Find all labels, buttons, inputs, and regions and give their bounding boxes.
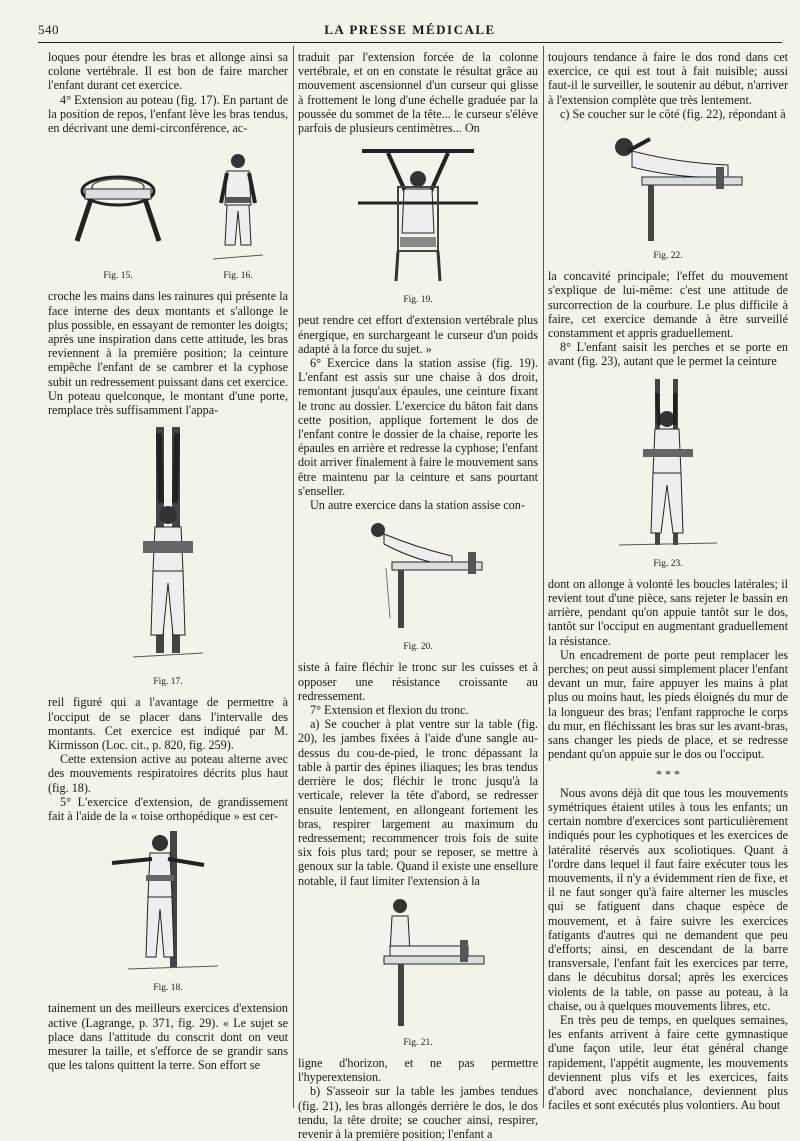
figure-20 — [298, 518, 538, 654]
paragraph: En très peu de temps, en quelques semaines, les enfants arrivent à faire cette gymnastique d'une façon utile, leur état général change rapidement, l'appétit augmente, les mouvements deviennent plus vifs et les exercices, faits d'abord avec nonchalance, deviennent plus faciles et sont exécutés plus volontiers. Au bout — [548, 1012, 788, 1113]
paragraph: siste à faire fléchir le tronc sur les cuisses et à opposer une résistance croissante au redressement. — [298, 660, 538, 703]
side-lying-exercise-illustration — [588, 127, 748, 247]
seated-stick-exercise-illustration — [348, 141, 488, 291]
column-3 — [548, 50, 788, 1112]
paragraph: b) S'asseoir sur la table les jambes tendues (fig. 21), les bras allongés derrière le dos, le dos tendu, la tête droite; se coucher ainsi, respirer, revenir à la première position; l'enfant a — [298, 1084, 538, 1141]
paragraph: 7° Extension et flexion du tronc. — [310, 703, 469, 718]
figure-23 — [548, 375, 788, 571]
column-1 — [48, 50, 288, 1073]
column-2 — [298, 50, 538, 1141]
figure-16 — [203, 149, 273, 283]
figure-22 — [548, 127, 788, 263]
section-break: * * * — [656, 767, 680, 782]
measuring-rod-illustration — [108, 829, 228, 979]
paragraph: toujours tendance à faire le dos rond dans cet exercice, ce qui est tout à fait nuisible; aussi faut-il le surveiller, le soutenir au début, n'arriver à l'extension complète que très lentement. — [548, 50, 788, 107]
paragraph: 4° Extension au poteau (fig. 17). En partant de la position de repos, l'enfant lève les bras tendus, en décrivant une demi-circonférence, ac- — [48, 92, 288, 136]
paragraph: 6° Exercice dans la station assise (fig. 19). L'enfant est assis sur une chaise à dos droit, remontant jusqu'aux épaules, une ceinture fixant le tronc au dossier. L'exercice du bâton fait dans cette position, applique fortement le dos de l'enfant contre le dossier de la chaise, reporte les épaules en arrière et redresse la cyphose; l'enfant doit arriver finalement à faire le mouvement sans être maintenu par la ceinture et sans pourtant s'enseller. — [298, 356, 538, 498]
header-rule — [38, 42, 782, 43]
page-number: 540 — [38, 22, 59, 37]
figure-caption: Fig. 23. — [653, 558, 683, 569]
paragraph: Un encadrement de porte peut remplacer les perches; on peut aussi simplement placer l'enfant devant un mur, faire appuyer les mains à plat plus ou moins haut, les pieds éloignés du mur de la longueur des bras; l'enfant rapproche le corps du mur, en fléchissant les bras sur les avant-bras, sans changer les pieds de place, et se redresse pendant qu'on appuie sur le dos ou l'occiput. — [548, 647, 788, 762]
paragraph: loques pour étendre les bras et allonge ainsi sa colone vertébrale. Il est bon de faire marcher l'enfant durant cet exercice. — [48, 50, 288, 93]
figure-caption: Fig. 19. — [403, 295, 433, 306]
figure-caption: Fig. 21. — [403, 1037, 433, 1048]
belt-apparatus-illustration — [63, 149, 173, 267]
paragraph: ligne d'horizon, et ne pas permettre l'hyperextension. — [298, 1055, 538, 1085]
paragraph: dont on allonge à volonté les boucles latérales; il revient tout d'une pièce, sans rejeter le bassin en arrière, pendant qu'on appuie tantôt sur le dos, tantôt sur l'occiput en augmentant graduellement la résistance. — [548, 576, 788, 648]
paragraph: Nous avons déjà dit que tous les mouvements symétriques étaient utiles à tous les enfants; un certain nombre d'exercices sont particulièrement indiqués pour les cyphotiques et les exercices de latéralité réservés aux scoliotiques. Quant à l'ordre dans lequel il faut faire exécuter tous les mouvements, il n'y a évidemment rien de fixe, et il ne faut songer qu'à faire alterner les muscles qui se fatiguent dans chaque espèce de mouvement, et à faire suivre les exercices fatigants d'autres qui ne demandent que peu d'efforts; ainsi, en descendant de la barre transversale, l'enfant fait les exercices par terre, dans le décubitus dorsal; après les exercices violents de la table, on passe au poteau, à la chaise, ou à quelques mouvements libres, etc. — [548, 785, 788, 1013]
figure-15 — [63, 149, 173, 283]
pole-lean-exercise-illustration — [613, 375, 723, 555]
paragraph: la concavité principale; l'effet du mouvement s'explique de lui-même: c'est une attitude de surcorrection de la courbure. Le plus difficile à faire, cet exercice demande à être surveillé constamment et appris graduellement. — [548, 269, 788, 341]
paragraph: 8° L'enfant saisit les perches et se porte en avant (fig. 23), autant que le permet la ceinture — [548, 340, 788, 369]
figure-19 — [298, 141, 538, 307]
paragraph: 5° L'exercice d'extension, de grandissement fait à l'aide de la « toise orthopédique » est cer- — [48, 794, 288, 824]
paragraph: tainement un des meilleurs exercices d'extension active (Lagrange, p. 371, fig. 29). « Le sujet se place dans l'attitude du conscrit dont on veut mesurer la taille, et s'efforce de se grandir sans que les talons quittent la terre. Son effort se — [48, 1001, 288, 1073]
figure-caption: Fig. 20. — [403, 642, 433, 653]
figure-caption: Fig. 18. — [153, 983, 183, 994]
paragraph: traduit par l'extension forcée de la colonne vertébrale, et on en constate le résultat grâce au mouvement ascensionnel d'un curseur qui glisse à frottement le long d'une échelle graduée par la poussée du sommet de la tête... le curseur s'élève parfois de plusieurs centimètres... On — [298, 50, 538, 136]
seated-table-exercise-illustration — [348, 894, 488, 1034]
paragraph: reil figuré qui a l'avantage de permettre à l'occiput de se placer dans l'intervalle des montants. Cet exercice est indiqué par M. Kirmisson (Loc. cit., p. 820, fig. 259). — [48, 695, 288, 753]
paragraph: croche les mains dans les rainures qui présente la face interne des deux montants et s'allonge le plus possible, en essayant de remonter les doigts; après une inspiration dans cette attitude, les bras reviennent à la première position; la ceinture empêche l'enfant de se cambrer et la cyphose subit un redressement puissant dans cet exercice. Un poteau quelconque, le montant d'une porte, remplace très suffisamment l'appa- — [48, 289, 288, 418]
paragraph: a) Se coucher à plat ventre sur la table (fig. 20), les jambes fixées à l'aide d'une sangle au-dessus du cou-de-pied, le tronc dépassant la table à partir des épines iliaques; les bras tendus derrière le dos; fléchir le tronc jusqu'à la verticale, relever la tête d'abord, se redresser ensuite lentement, en allongeant fortement les bras, respirer largement au maximum du redressement; recommencer trois fois de suite six fois plus tard; pour se reposer, se mettre à genoux sur la table. Quand il existe une ensellure notable, il faut limiter l'extension à la — [298, 717, 538, 888]
column-divider — [543, 46, 544, 1108]
journal-title: LA PRESSE MÉDICALE — [324, 22, 496, 37]
standing-child-illustration — [203, 149, 273, 267]
figure-caption: Fig. 16. — [223, 271, 253, 282]
figure-caption: Fig. 17. — [153, 677, 183, 688]
figure-18 — [48, 829, 288, 995]
page-header — [38, 22, 782, 42]
post-extension-illustration — [123, 423, 213, 673]
figure-21 — [298, 894, 538, 1050]
prone-table-extension-illustration — [348, 518, 488, 638]
figure-caption: Fig. 22. — [653, 251, 683, 262]
paragraph: peut rendre cet effort d'extension vertébrale plus énergique, en surchargeant le curseur d'un poids adapté à la force du sujet. » — [298, 313, 538, 356]
paragraph: Un autre exercice dans la station assise con- — [310, 498, 525, 513]
paragraph: Cette extension active au poteau alterne avec des mouvements respiratoires décrits plus haut (fig. 18). — [48, 752, 288, 795]
column-divider — [293, 46, 294, 1108]
figure-17 — [48, 423, 288, 689]
figure-caption: Fig. 15. — [103, 271, 133, 282]
paragraph: c) Se coucher sur le côté (fig. 22), répondant à — [560, 106, 786, 121]
